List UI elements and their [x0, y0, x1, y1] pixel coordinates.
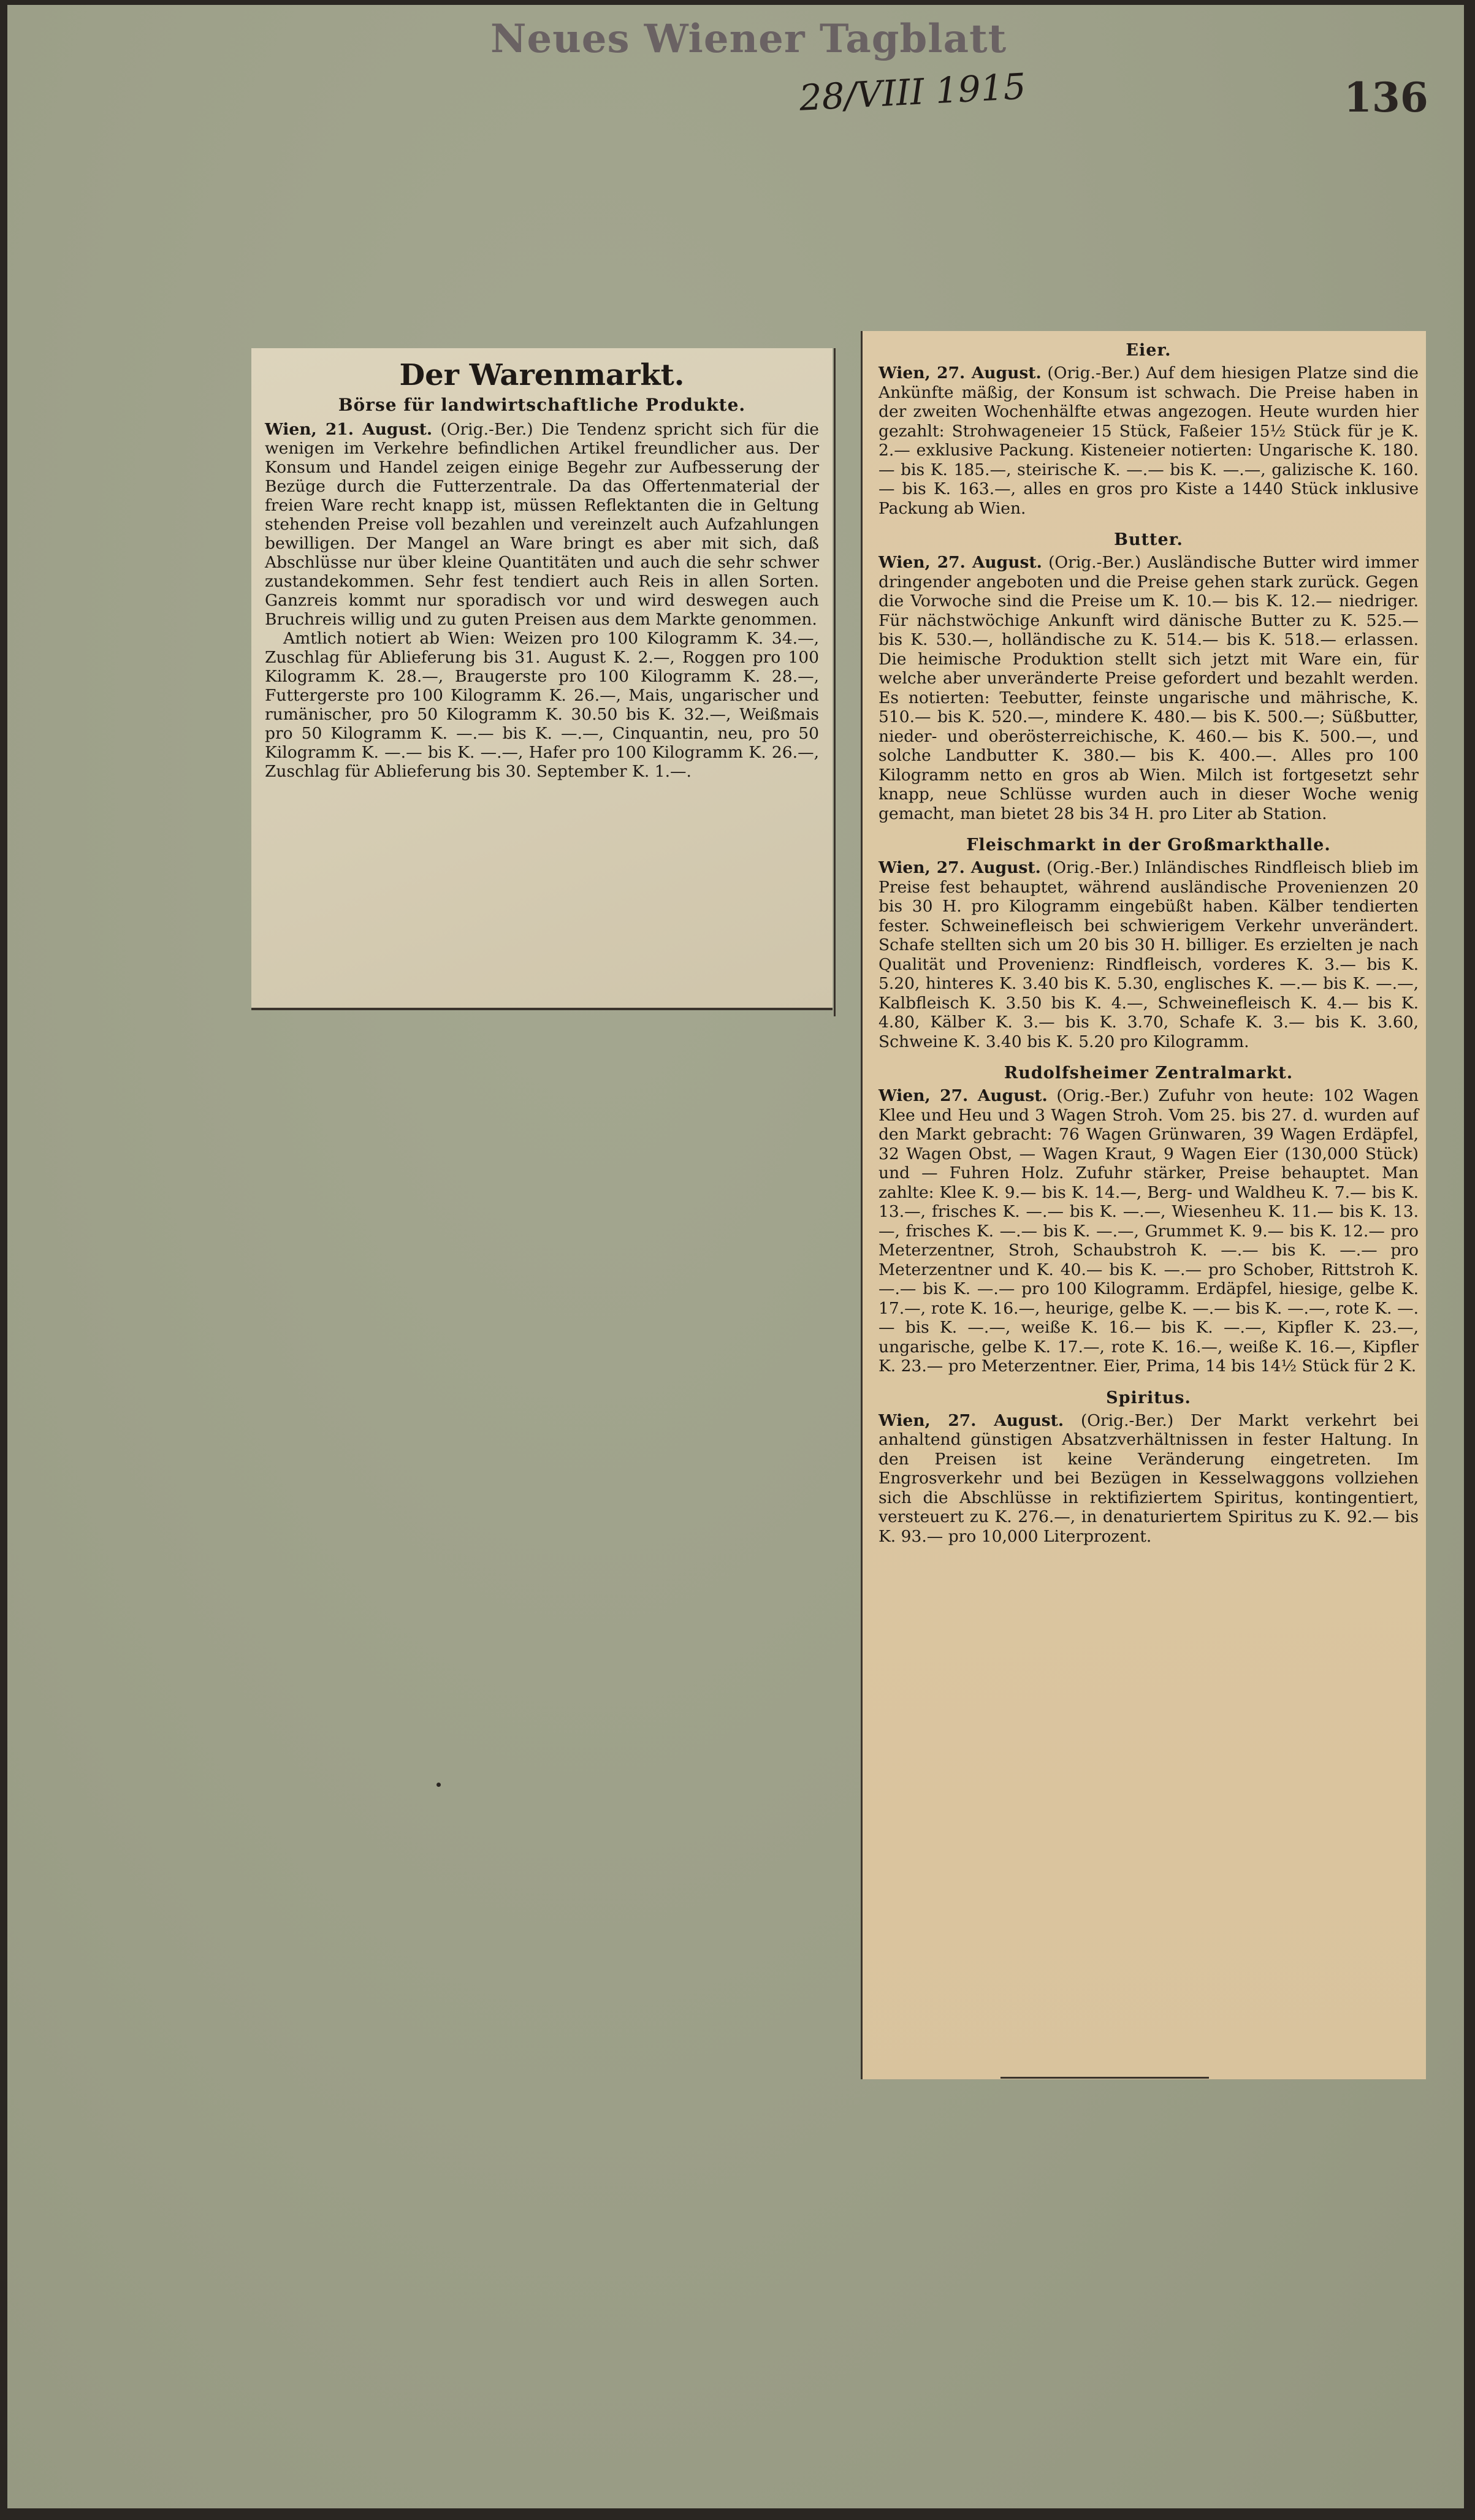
article-title: Der Warenmarkt. [399, 358, 685, 392]
section-paragraph [879, 1086, 1419, 1376]
section-paragraph [879, 858, 1419, 1051]
article-paragraph [265, 629, 819, 781]
paragraph-text: (Orig.-Ber.) Auf dem hiesigen Platze sind die Ankünfte mäßig, der Konsum ist schwach. Die Preise haben in der zweiten Wochenhälfte etwas angezogen. Heute wurden hier gezahlt: Strohwageneier 15 Stück, Faßeier 15½ Stück für je K. 2.— exklusive Packung. Kisteneier notierten: Ungarische K. 180.— bis K. 185.—, steirische K. —.— bis K. —.—, galizische K. 160.— bis K. 163.—, alles en gros pro Kiste a 1440 Stück inklusive Packung ab Wien. [879, 364, 1419, 518]
newspaper-name: Neues Wiener Tagblatt [490, 16, 1007, 62]
section-paragraph [879, 364, 1419, 518]
article-subtitle: Börse für landwirtschaftliche Produkte. [338, 395, 746, 415]
section-title: Butter. [1114, 530, 1183, 549]
left-clipping [251, 348, 833, 1010]
page-number: 136 [1344, 74, 1428, 121]
paragraph-text: (Orig.-Ber.) Zufuhr von heute: 102 Wagen Klee und Heu und 3 Wagen Stroh. Vom 25. bis 27. d. wurden auf den Markt gebracht: 76 Wagen Grünwaren, 39 Wagen Erdäpfel, 32 Wagen Obst, — Wagen Kraut, 9 Wagen Eier (130,000 Stück) und — Fuhren Holz. Zufuhr stärker, Preise behauptet. Man zahlte: Klee K. 9.— bis K. 14.—, Berg- und Waldheu K. 7.— bis K. 13.—, frisches K. —.— bis K. —.—, Wiesenheu K. 11.— bis K. 13.—, frisches K. —.— bis K. —.—, Grummet K. 9.— bis K. 12.— pro Meterzentner, Stroh, Schaubstroh K. —.— bis K. —.— pro Meterzentner und K. 40.— bis K. —.— pro Schober, Rittstroh K. —.— bis K. —.— pro 100 Kilogramm. Erdäpfel, hiesige, gelbe K. 17.—, rote K. 16.—, heurige, gelbe K. —.— bis K. —.—, rote K. —.— bis K. —.—, weiße K. 16.— bis K. —.—, Kipfler K. 23.—, ungarische, gelbe K. 17.—, rote K. 16.—, weiße K. 16.—, Kipfler K. 23.— pro Meterzentner. Eier, Prima, 14 bis 14½ Stück für 2 K. [879, 1086, 1419, 1376]
archive-sheet [7, 5, 1464, 2508]
paragraph-text: (Orig.-Ber.) Der Markt verkehrt bei anhaltend günstigen Absatzverhältnissen in fester Haltung. In den Preisen ist keine Veränderung eingetreten. Im Engrosverkehr und bei Bezügen in Kesselwaggons vollziehen sich die Abschlüsse in rektifiziertem Spiritus, kontingentiert, versteuert zu K. 276.—, in denaturiertem Spiritus zu K. 92.— bis K. 93.— pro 10,000 Literprozent. [879, 1410, 1419, 1546]
section-title: Rudolfsheimer Zentralmarkt. [1004, 1064, 1294, 1083]
dateline: Wien, 27. August. [879, 553, 1042, 572]
paragraph-text: Amtlich notiert ab Wien: Weizen pro 100 Kilogramm K. 34.—, Zuschlag für Ablieferung bis 31. August K. 2.—, Roggen pro 100 Kilogramm K. 28.—, Braugerste pro 100 Kilogramm K. 28.—, Futtergerste pro 100 Kilogramm K. 26.—, Mais, ungarischer und rumänischer, pro 50 Kilogramm K. 30.50 bis K. 32.—, Weißmais pro 50 Kilogramm K. —.— bis K. —.—, Cinquantin, neu, pro 50 Kilogramm K. —.— bis K. —.—, Hafer pro 100 Kilogramm K. 26.—, Zuschlag für Ablieferung bis 30. September K. 1.—. [265, 629, 819, 781]
dateline: Wien, 27. August. [879, 1086, 1048, 1105]
dateline: Wien, 21. August. [265, 420, 433, 439]
column-rule [834, 348, 836, 1016]
paragraph-text: (Orig.-Ber.) Inländisches Rindfleisch blieb im Preise fest behauptet, während ausländische Provenienzen 20 bis 30 H. pro Kilogramm eingebüßt haben. Kälber tendierten fester. Schweinefleisch bei schwierigem Verkehr unverändert. Schafe stellten sich um 20 bis 30 H. billiger. Es erzielten je nach Qualität und Provenienz: Rindfleisch, vorderes K. 3.— bis K. 5.20, hinteres K. 3.40 bis K. 5.30, englisches K. —.— bis K. —.—, Kalbfleisch K. 3.50 bis K. 4.—, Schweinefleisch K. 4.— bis K. 4.80, Kälber K. 3.— bis K. 3.70, Schafe K. 3.— bis K. 3.60, Schweine K. 3.40 bis K. 5.20 pro Kilogramm. [879, 858, 1419, 1051]
article-paragraph [265, 420, 819, 629]
handwritten-date: 28/VIII 1915 [798, 65, 1027, 119]
dateline: Wien, 27. August. [879, 858, 1041, 877]
section-paragraph [879, 1411, 1419, 1547]
paragraph-text: (Orig.-Ber.) Die Tendenz spricht sich für die wenigen im Verkehre befindlichen Artikel freundlicher aus. Der Konsum und Handel zeigen einige Begehr zur Aufbesserung der Bezüge durch die Futterzentrale. Da das Offertenmaterial der freien Ware recht knapp ist, müssen Reflektanten die in Geltung stehenden Preise voll bezahlen und vereinzelt auch Aufzahlungen bewilligen. Der Mangel an Ware bringt es aber mit sich, daß Abschlüsse nur über kleine Quantitäten und auch die sehr schwer zustandekommen. Sehr fest tendiert auch Reis in allen Sorten. Ganzreis kommt nur sporadisch vor und wird deswegen auch Bruchreis willig und zu guten Preisen aus dem Markte genommen. [265, 420, 819, 629]
dateline: Wien, 27. August. [879, 364, 1042, 383]
right-clipping [861, 331, 1426, 2079]
section-title: Eier. [1126, 341, 1172, 360]
paragraph-text: (Orig.-Ber.) Ausländische Butter wird immer dringender angeboten und die Preise gehen stark zurück. Gegen die Vorwoche sind die Preise um K. 10.— bis K. 12.— niedriger. Für nächstwöchige Ankunft wird dänische Butter zu K. 525.— bis K. 530.—, holländische zu K. 514.— bis K. 518.— erlassen. Die heimische Produktion stellt sich jetzt mit Ware ein, für welche aber unveränderte Preise gefordert und bezahlt werden. Es notierten: Teebutter, feinste ungarische und mährische, K. 510.— bis K. 520.—, mindere K. 480.— bis K. 500.—; Süßbutter, nieder- und oberösterreichische, K. 460.— bis K. 500.—, und solche Landbutter K. 380.— bis K. 400.—. Alles pro 100 Kilogramm netto en gros ab Wien. Milch ist fortgesetzt sehr knapp, neue Schlüsse wurden auch in dieser Woche wenig gemacht, man bietet 28 bis 34 H. pro Liter ab Station. [879, 553, 1419, 823]
section-paragraph [879, 553, 1419, 823]
paper-speck [436, 1783, 441, 1787]
end-rule [1000, 2077, 1209, 2079]
section-title: Spiritus. [1106, 1388, 1191, 1407]
section-title: Fleischmarkt in der Großmarkthalle. [966, 836, 1331, 855]
dateline: Wien, 27. August. [879, 1410, 1064, 1430]
